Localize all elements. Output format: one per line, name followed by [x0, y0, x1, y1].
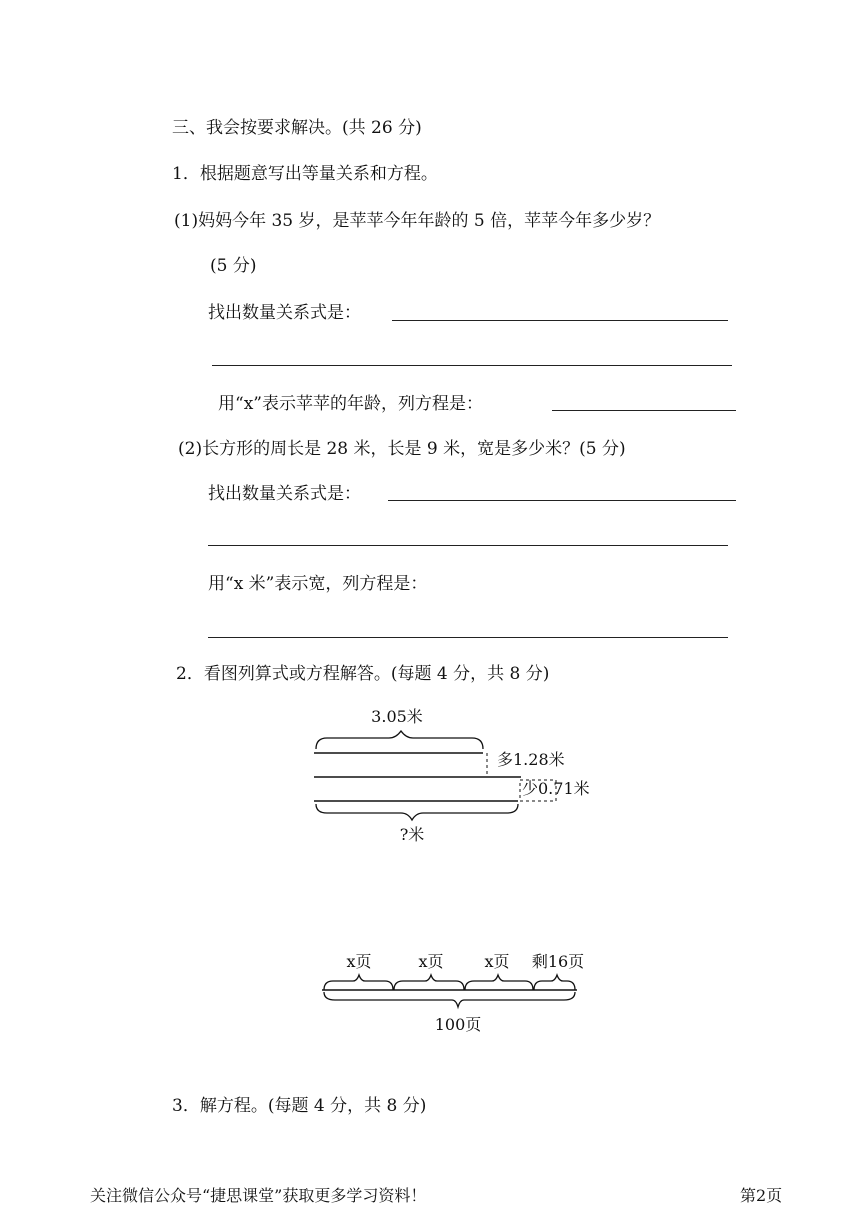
equation-label-2: 用“x 米”表示宽，列方程是：: [208, 574, 428, 594]
segment-brace-2: [394, 975, 464, 990]
more-length-label: 多1.28米: [497, 750, 565, 769]
segment-brace-1: [324, 975, 393, 990]
total-label: 100页: [434, 1015, 482, 1034]
question-1-1-line1: (1)妈妈今年 35 岁，是苹苹今年年龄的 5 倍，苹苹今年多少岁？: [174, 211, 661, 231]
top-brace: [316, 731, 483, 749]
relation-label-2: 找出数量关系式是：: [208, 484, 361, 504]
question-1-stem: 1．根据题意写出等量关系和方程。: [172, 164, 438, 184]
segment-brace-3: [465, 975, 533, 990]
top-length-label: 3.05米: [371, 707, 423, 726]
answer-blank-relation-1-line2[interactable]: [212, 365, 732, 366]
less-length-label: 少0.71米: [522, 779, 590, 798]
segment-label-3: x页: [484, 952, 510, 971]
relation-label-1: 找出数量关系式是：: [208, 303, 361, 323]
section-title: 三、我会按要求解决。(共 26 分): [172, 118, 422, 138]
answer-blank-equation-1[interactable]: [552, 410, 736, 411]
answer-blank-relation-1[interactable]: [392, 320, 728, 321]
bottom-brace: [316, 804, 518, 820]
question-3-stem: 3．解方程。(每题 4 分，共 8 分): [172, 1096, 427, 1116]
total-brace: [324, 992, 575, 1007]
question-1-2-line1: (2)长方形的周长是 28 米，长是 9 米，宽是多少米？(5 分): [178, 439, 626, 459]
equation-label-1: 用“x”表示苹苹的年龄，列方程是：: [218, 394, 483, 414]
footer-note: 关注微信公众号“捷思课堂”获取更多学习资料！: [90, 1186, 427, 1205]
page-number: 第2页: [740, 1186, 783, 1205]
bottom-length-label: ?米: [399, 825, 425, 844]
question-2-stem: 2．看图列算式或方程解答。(每题 4 分，共 8 分): [176, 664, 550, 684]
answer-blank-relation-2[interactable]: [388, 500, 736, 501]
segment-label-1: x页: [346, 952, 372, 971]
segment-label-2: x页: [418, 952, 444, 971]
answer-blank-relation-2-line2[interactable]: [208, 545, 728, 546]
less-dashed-box: [520, 780, 556, 801]
question-1-1-line2: (5 分): [210, 256, 257, 276]
segment-brace-4: [534, 975, 575, 990]
answer-blank-equation-2[interactable]: [208, 637, 728, 638]
segment-label-4: 剩16页: [531, 952, 585, 971]
